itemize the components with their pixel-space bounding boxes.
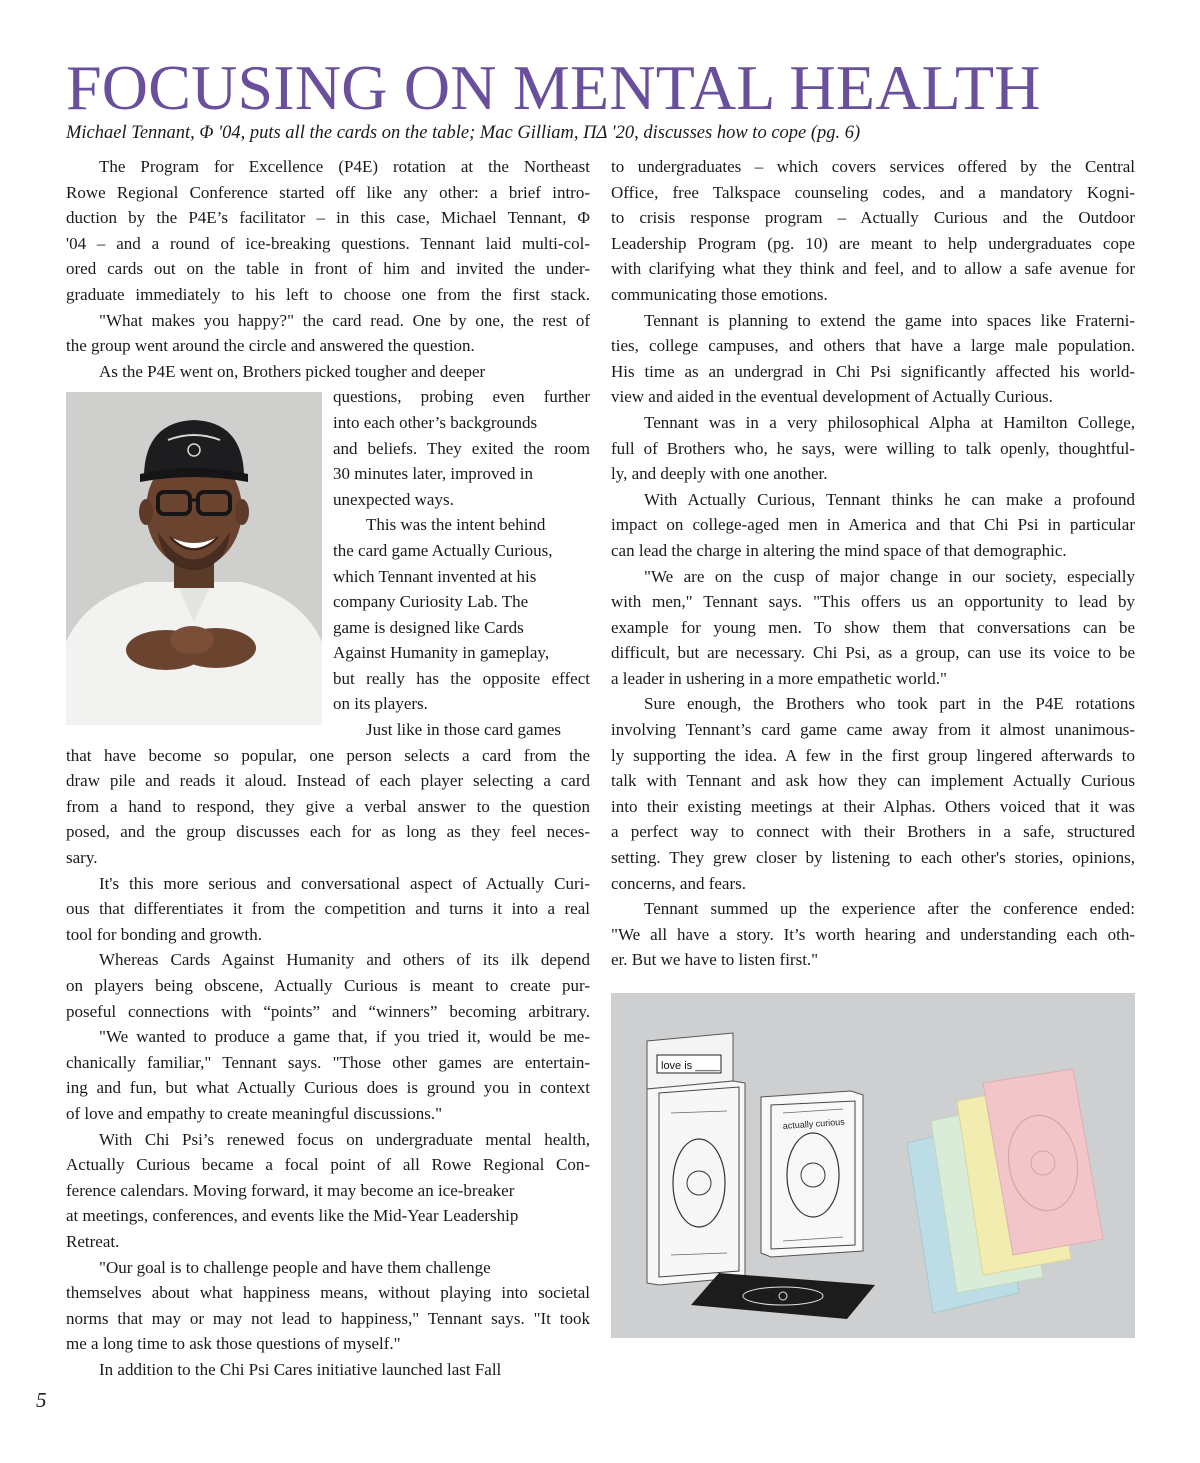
body-line: to crisis response program – Actually Curious and the Outdoor xyxy=(611,208,1135,228)
body-line: with men," Tennant says. "This offers us an opportunity to lead by xyxy=(611,592,1135,612)
body-line: tool for bonding and growth. xyxy=(66,924,262,944)
body-line: As the P4E went on, Brothers picked tougher and deeper xyxy=(99,361,486,381)
body-line: communicating those emotions. xyxy=(611,284,828,304)
body-line: Tennant is planning to extend the game into spaces like Fraterni- xyxy=(644,310,1135,330)
box-brand: actually curious xyxy=(782,1116,846,1131)
body-line: of love and empathy to create meaningful discussions." xyxy=(66,1103,443,1123)
body-line: talk with Tennant and ask how they can implement Actually Curious xyxy=(611,771,1135,791)
body-line: ored cards out on the table in front of him and invited the under- xyxy=(66,259,590,279)
body-line: The Program for Excellence (P4E) rotation at the Northeast xyxy=(99,157,590,176)
body-line: poseful connections with “points” and “winners” becoming arbitrary. xyxy=(66,1001,590,1021)
body-line: ing and fun, but what Actually Curious does is ground you in context xyxy=(66,1078,590,1098)
body-line: into each other’s backgrounds xyxy=(333,412,538,432)
subheadline: Michael Tennant, Φ '04, puts all the cards on the table; Mac Gilliam, ΠΔ '20, discusses how to cope (pg. 6) xyxy=(66,123,861,143)
body-line: example for young men. To show them that conversations can be xyxy=(611,617,1135,637)
body-line: difficult, but are necessary. Chi Psi, as a group, can use its voice to be xyxy=(611,643,1135,663)
body-line: chanically familiar," Tennant says. "Those other games are entertain- xyxy=(66,1052,590,1072)
body-line: Whereas Cards Against Humanity and others of its ilk depend xyxy=(99,950,590,970)
body-line: to undergraduates – which covers services offered by the Central xyxy=(611,157,1135,176)
body-line: themselves about what happiness means, without playing into societal xyxy=(66,1283,590,1303)
body-line: Retreat. xyxy=(66,1231,120,1251)
body-line: "Our goal is to challenge people and have them challenge xyxy=(99,1257,491,1277)
body-line: This was the intent behind xyxy=(366,515,546,535)
body-line: ly, and deeply with one another. xyxy=(611,464,828,484)
body-line: er. But we have to listen first." xyxy=(611,950,819,970)
closed-card-box xyxy=(761,1091,863,1257)
body-line: setting. They grew closer by listening to each other's stories, opinions, xyxy=(611,848,1135,868)
body-line: that have become so popular, one person selects a card from the xyxy=(66,745,590,765)
left-column xyxy=(66,154,590,1383)
body-line: graduate immediately to his left to choose one from the first stack. xyxy=(66,284,590,304)
body-line: draw pile and reads it aloud. Instead of each player selecting a card xyxy=(66,771,590,791)
body-line: Rowe Regional Conference started off like any other: a brief intro- xyxy=(66,182,590,202)
body-line: the card game Actually Curious, xyxy=(333,540,553,560)
body-line: company Curiosity Lab. The xyxy=(333,592,529,612)
body-line: norms that may or may not lead to happiness," Tennant says. "It took xyxy=(66,1308,590,1328)
body-line: ly supporting the idea. A few in the first group lingered afterwards to xyxy=(611,745,1135,765)
body-line: a perfect way to connect with their Brothers in a safe, structured xyxy=(611,822,1135,842)
body-line: involving Tennant’s card game came away from it almost unanimous- xyxy=(611,720,1135,740)
body-line: which Tennant invented at his xyxy=(333,566,537,586)
product-photo xyxy=(611,993,1135,1338)
body-line: game is designed like Cards xyxy=(333,617,524,637)
body-line: questions, probing even further xyxy=(333,387,590,407)
body-line: at meetings, conferences, and events like the Mid-Year Leadership xyxy=(66,1206,519,1226)
body-line: a leader in ushering in a more empathetic world." xyxy=(611,668,947,688)
body-line: In addition to the Chi Psi Cares initiative launched last Fall xyxy=(99,1359,502,1379)
body-line: "What makes you happy?" the card read. One by one, the rest of xyxy=(99,310,590,330)
body-line: 30 minutes later, improved in xyxy=(333,464,533,484)
body-line: It's this more serious and conversational aspect of Actually Curi- xyxy=(99,873,590,893)
body-line: and beliefs. They exited the room xyxy=(333,438,590,458)
body-line: ous that differentiates it from the competition and turns it into a real xyxy=(66,899,590,919)
body-line: ties, college campuses, and others that have a large male population. xyxy=(611,336,1135,356)
right-column xyxy=(611,154,1135,973)
portrait-photo xyxy=(66,392,322,725)
body-line: Against Humanity in gameplay, xyxy=(333,643,550,663)
body-line: into their existing meetings at their Alphas. Others voiced that it was xyxy=(611,796,1135,816)
body-line: Actually Curious became a focal point of all Rowe Regional Con- xyxy=(66,1155,590,1175)
body-line: from a hand to respond, they give a verbal answer to the question xyxy=(66,796,590,816)
body-line: concerns, and fears. xyxy=(611,873,746,893)
headline: FOCUSING ON MENTAL HEALTH xyxy=(66,52,1041,123)
body-line: Office, free Talkspace counseling codes, and a mandatory Kogni- xyxy=(611,182,1135,202)
open-card-box xyxy=(647,1033,745,1285)
body-line: unexpected ways. xyxy=(333,489,454,509)
box-label: love is ____ xyxy=(661,1060,720,1072)
body-line: Tennant summed up the experience after the conference ended: xyxy=(644,899,1135,919)
body-line: His time as an undergrad in Chi Psi significantly affected his world- xyxy=(611,361,1135,381)
body-line: Leadership Program (pg. 10) are meant to help undergraduates cope xyxy=(611,233,1135,253)
body-line: "We wanted to produce a game that, if you tried it, would be me- xyxy=(99,1027,590,1047)
body-line: With Chi Psi’s renewed focus on undergraduate mental health, xyxy=(99,1129,590,1149)
body-line: Tennant was in a very philosophical Alpha at Hamilton College, xyxy=(644,412,1135,432)
portrait-illustration xyxy=(66,392,322,725)
body-line: sary. xyxy=(66,848,98,868)
body-line: full of Brothers who, he says, were willing to talk openly, thoughtful- xyxy=(611,438,1135,458)
body-line: can lead the charge in altering the mind space of that demographic. xyxy=(611,540,1067,560)
body-line: "We are on the cusp of major change in our society, especially xyxy=(644,566,1135,586)
card-game-illustration xyxy=(611,993,1135,1338)
body-line: on players being obscene, Actually Curious is meant to create pur- xyxy=(66,976,590,995)
body-line: With Actually Curious, Tennant thinks he can make a profound xyxy=(644,489,1135,509)
body-line: Just like in those card games xyxy=(366,720,561,740)
body-line: view and aided in the eventual development of Actually Curious. xyxy=(611,387,1053,407)
body-line: but really has the opposite effect xyxy=(333,668,590,688)
page-number: 5 xyxy=(36,1388,47,1412)
body-line: duction by the P4E’s facilitator – in this case, Michael Tennant, Φ xyxy=(66,208,590,228)
body-line: '04 – and a round of ice-breaking questions. Tennant laid multi-col- xyxy=(66,233,590,253)
body-line: me a long time to ask those questions of myself." xyxy=(66,1334,401,1354)
body-line: impact on college-aged men in America and that Chi Psi in particular xyxy=(611,515,1135,535)
body-line: "We all have a story. It’s worth hearing and understanding each oth- xyxy=(611,924,1135,944)
body-line: the group went around the circle and answered the question. xyxy=(66,336,475,356)
body-line: Sure enough, the Brothers who took part in the P4E rotations xyxy=(644,694,1135,714)
body-line: posed, and the group discusses each for as long as they feel neces- xyxy=(66,822,590,842)
body-line: with clarifying what they think and feel, and to allow a safe avenue for xyxy=(611,259,1135,279)
body-line: ference calendars. Moving forward, it may become an ice-breaker xyxy=(66,1180,515,1200)
body-line: on its players. xyxy=(333,694,428,714)
